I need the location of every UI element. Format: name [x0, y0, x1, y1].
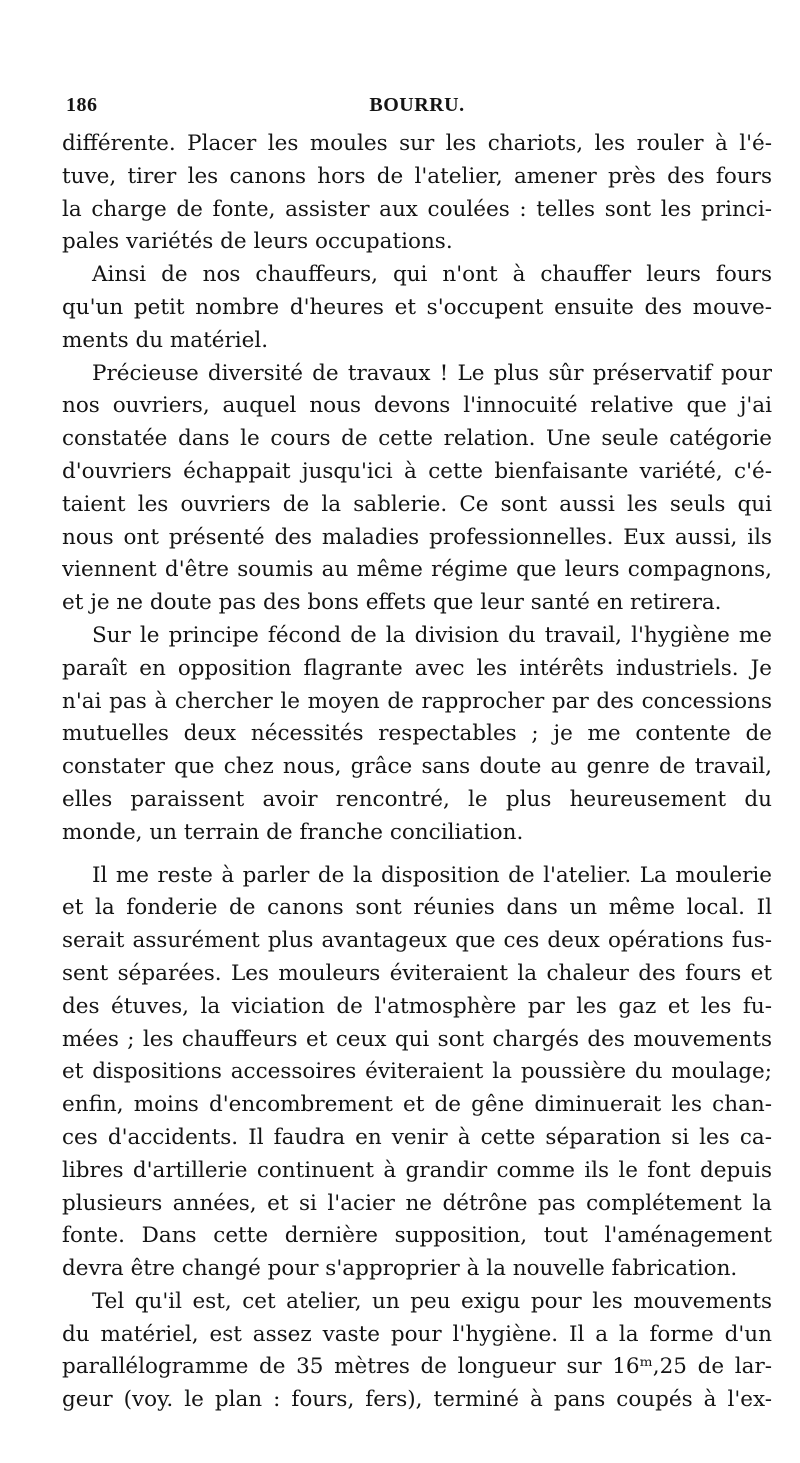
running-title: BOURRU. [369, 94, 465, 116]
text-line: taient les ouvriers de la sablerie. Ce sont aussi les seuls qui [62, 491, 772, 517]
text-line: nous ont présenté des maladies professionnelles. Eux aussi, ils [62, 524, 772, 550]
text-line: Sur le principe fécond de la division du travail, l'hygiène me [92, 622, 772, 648]
text-line: et je ne doute pas des bons effets que leur santé en retirera. [62, 590, 722, 616]
text-line: constater que chez nous, grâce sans doute au genre de travail, [62, 754, 772, 780]
text-line: parallélogramme de 35 mètres de longueur sur 16ᵐ,25 de lar- [62, 1354, 772, 1380]
body-text [62, 128, 772, 1417]
text-line: enfin, moins d'encombrement et de gêne diminuerait les chan- [62, 1092, 772, 1118]
text-line: Ainsi de nos chauffeurs, qui n'ont à chauffer leurs fours [92, 262, 772, 288]
text-line: mées ; les chauffeurs et ceux qui sont chargés des mouvements [62, 1026, 772, 1052]
text-line: différente. Placer les moules sur les chariots, les rouler à l'é- [62, 131, 772, 156]
text-line: nos ouvriers, auquel nous devons l'innocuité relative que j'ai [62, 393, 772, 419]
text-line: du matériel, est assez vaste pour l'hygiène. Il a la forme d'un [62, 1321, 772, 1347]
text-line: libres d'artillerie continuent à grandir comme ils le font depuis [62, 1157, 772, 1183]
running-header [62, 92, 772, 128]
text-line: ces d'accidents. Il faudra en venir à cette séparation si les ca- [62, 1124, 772, 1150]
paragraph [62, 1286, 772, 1417]
paragraph [62, 620, 772, 850]
document-page [62, 92, 772, 1417]
text-line: mutuelles deux nécessités respectables ; je me contente de [62, 721, 772, 747]
paragraph [62, 860, 772, 1286]
text-line: Il me reste à parler de la disposition de l'atelier. La moulerie [92, 862, 772, 888]
paragraph-gap [62, 850, 772, 860]
text-line: fonte. Dans cette dernière supposition, tout l'aménagement [62, 1223, 772, 1249]
text-line: paraît en opposition flagrante avec les intérêts industriels. Je [62, 655, 772, 681]
page-number: 186 [66, 94, 98, 116]
text-line: Tel qu'il est, cet atelier, un peu exigu pour les mouvements [92, 1288, 772, 1314]
text-line: plusieurs années, et si l'acier ne détrône pas complétement la [62, 1190, 772, 1216]
text-line: tuve, tirer les canons hors de l'atelier, amener près des fours [62, 163, 772, 189]
text-line: ments du matériel. [62, 327, 269, 353]
text-line: n'ai pas à chercher le moyen de rapprocher par des concessions [62, 688, 772, 714]
text-line: et dispositions accessoires éviteraient la poussière du moulage; [62, 1059, 772, 1085]
text-line: monde, un terrain de franche conciliation. [62, 819, 524, 845]
paragraph [62, 358, 772, 620]
text-line: qu'un petit nombre d'heures et s'occupent ensuite des mouve- [62, 294, 772, 320]
text-line: elles paraissent avoir rencontré, le plus heureusement du [62, 786, 772, 812]
text-line: et la fonderie de canons sont réunies dans un même local. Il [62, 895, 772, 921]
text-line: la charge de fonte, assister aux coulées : telles sont les princi- [62, 196, 772, 222]
text-line: sent séparées. Les mouleurs éviteraient la chaleur des fours et [62, 960, 772, 986]
text-line: pales variétés de leurs occupations. [62, 229, 453, 255]
text-line: des étuves, la viciation de l'atmosphère par les gaz et les fu- [62, 993, 772, 1019]
text-line: devra être changé pour s'approprier à la nouvelle fabrication. [62, 1256, 738, 1282]
paragraph [62, 259, 772, 357]
text-line: Précieuse diversité de travaux ! Le plus sûr préservatif pour [92, 360, 772, 386]
text-line: geur (voy. le plan : fours, fers), terminé à pans coupés à l'ex- [62, 1387, 772, 1413]
paragraph [62, 128, 772, 259]
text-line: viennent d'être soumis au même régime que leurs compagnons, [62, 557, 772, 583]
text-line: serait assurément plus avantageux que ces deux opérations fus- [62, 928, 772, 954]
text-line: d'ouvriers échappait jusqu'ici à cette bienfaisante variété, c'é- [62, 458, 772, 484]
text-line: constatée dans le cours de cette relation. Une seule catégorie [62, 426, 772, 452]
